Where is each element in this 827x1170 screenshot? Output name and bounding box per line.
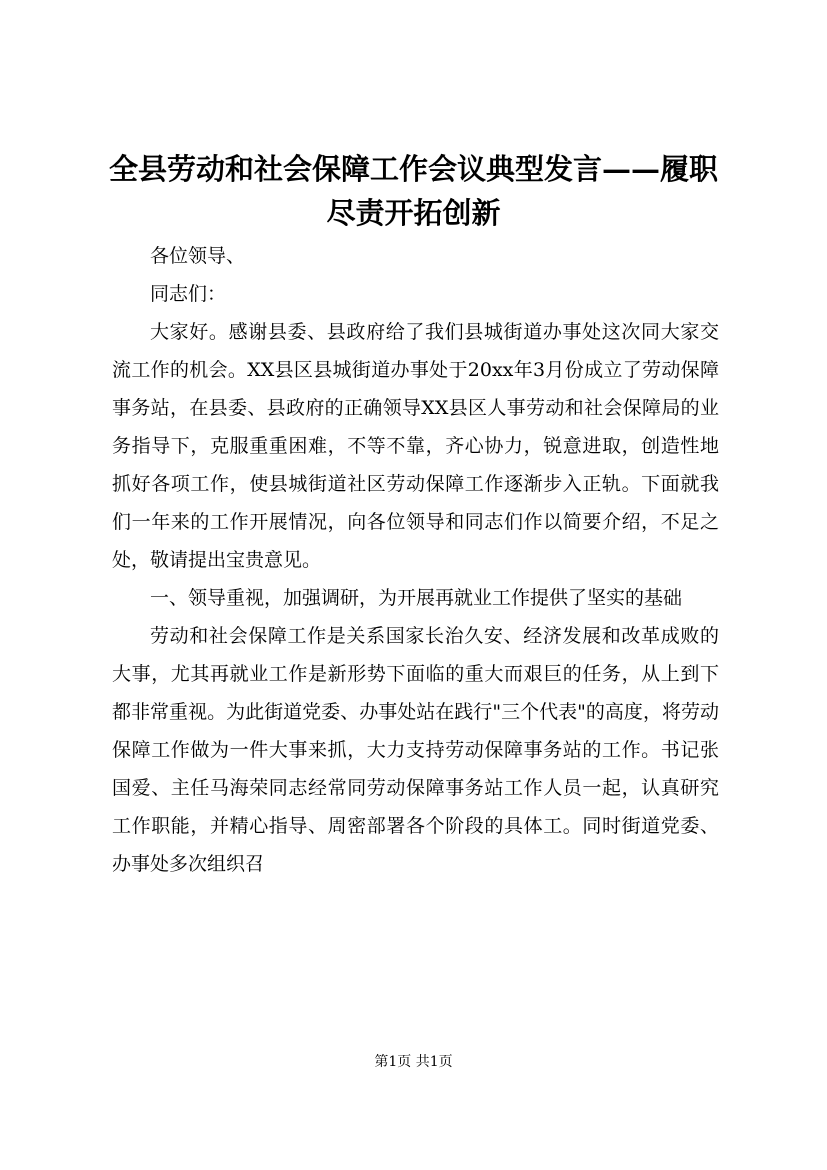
document-body [112,237,719,883]
body-paragraph: 大家好。感谢县委、县政府给了我们县城街道办事处这次同大家交流工作的机会。XX县区县城街道办事处于20xx年3月份成立了劳动保障事务站，在县委、县政府的正确领导XX县区人事劳动和社会保障局的业务指导下，克服重重困难，不等不靠，齐心协力，锐意进取，创造性地抓好各项工作，使县城街道社区劳动保障工作逐渐步入正轨。下面就我们一年来的工作开展情况，向各位领导和同志们作以简要介绍，不足之处，敬请提出宝贵意见。 [112,321,719,571]
section-heading: 一、领导重视，加强调研，为开展再就业工作提供了坚实的基础 [150,587,683,609]
salutation-line: 同志们： [150,283,227,305]
document-title: 全县劳动和社会保障工作会议典型发言——履职尽责开拓创新 [108,152,718,230]
salutation-line: 各位领导、 [150,245,246,267]
page-footer: 第1页 共1页 [374,1054,453,1070]
body-paragraph: 劳动和社会保障工作是关系国家长治久安、经济发展和改革成败的大事，尤其再就业工作是新形势下面临的重大而艰巨的任务，从上到下都非常重视。为此街道党委、办事处站在践行"三个代表"的高度，将劳动保障工作做为一件大事来抓，大力支持劳动保障事务站的工作。书记张国爱、主任马海荣同志经常同劳动保障事务站工作人员一起，认真研究工作职能，并精心指导、周密部署各个阶段的具体工。同时街道党委、办事处多次组织召 [112,625,719,875]
